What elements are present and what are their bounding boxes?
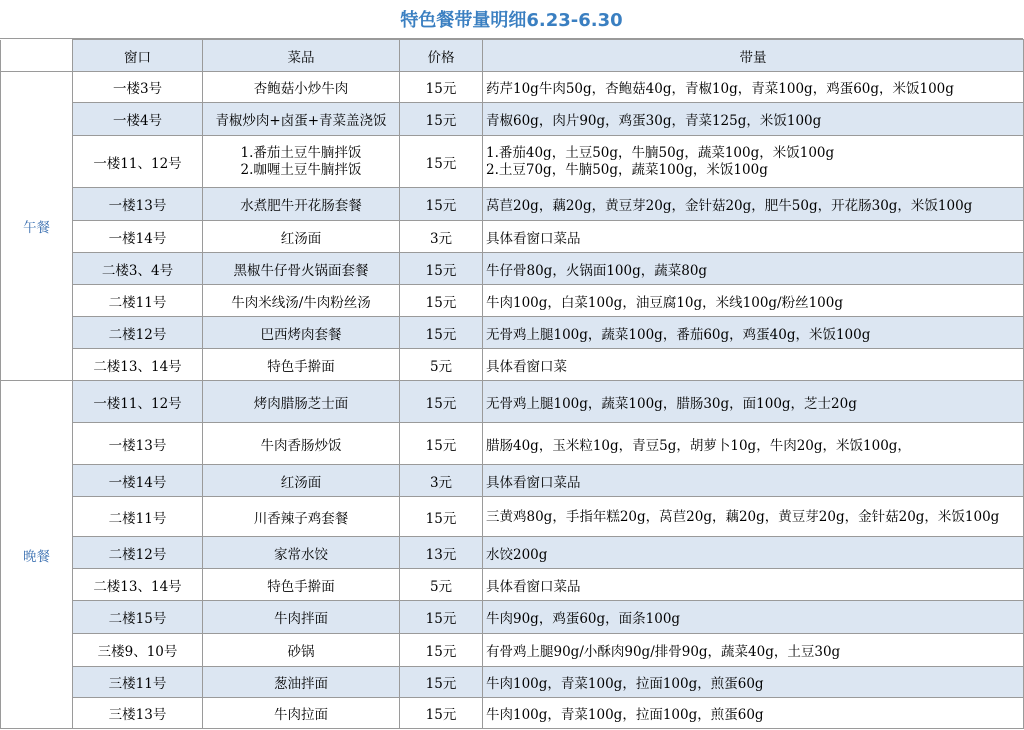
cell-window: 一楼13号 xyxy=(73,423,203,465)
table-row xyxy=(1,497,1024,537)
page-title: 特色餐带量明细6.23-6.30 xyxy=(0,0,1023,39)
table-row xyxy=(1,188,1024,221)
table-row xyxy=(1,698,1024,729)
table-row xyxy=(1,465,1024,497)
cell-price: 15元 xyxy=(400,253,483,285)
cell-window: 三楼11号 xyxy=(73,667,203,698)
cell-price: 15元 xyxy=(400,667,483,698)
header-row xyxy=(1,40,1024,72)
cell-price: 15元 xyxy=(400,72,483,103)
cell-price: 15元 xyxy=(400,381,483,423)
cell-dish: 牛肉拌面 xyxy=(203,601,400,634)
header-dish: 菜品 xyxy=(203,40,400,72)
cell-amount xyxy=(483,136,1024,188)
cell-price: 15元 xyxy=(400,698,483,729)
dish-line-2: 2.咖喱土豆牛腩拌饭 xyxy=(240,161,362,178)
table-row xyxy=(1,634,1024,667)
cell-amount: 无骨鸡上腿100g，蔬菜100g，腊肠30g，面100g，芝士20g xyxy=(483,381,1024,423)
header-window: 窗口 xyxy=(73,40,203,72)
cell-window: 二楼11号 xyxy=(73,285,203,317)
cell-dish: 黑椒牛仔骨火锅面套餐 xyxy=(203,253,400,285)
cell-price: 15元 xyxy=(400,103,483,136)
cell-amount: 具体看窗口菜 xyxy=(483,349,1024,381)
cell-dish: 水煮肥牛开花肠套餐 xyxy=(203,188,400,221)
cell-price: 3元 xyxy=(400,465,483,497)
cell-price: 5元 xyxy=(400,569,483,601)
cell-window: 二楼15号 xyxy=(73,601,203,634)
table-row xyxy=(1,381,1024,423)
meal-label-lunch: 午餐 xyxy=(1,72,73,381)
cell-window: 一楼14号 xyxy=(73,465,203,497)
table-row xyxy=(1,317,1024,349)
cell-dish: 巴西烤肉套餐 xyxy=(203,317,400,349)
cell-window: 一楼3号 xyxy=(73,72,203,103)
header-amount: 带量 xyxy=(483,40,1024,72)
cell-dish: 青椒炒肉+卤蛋+青菜盖浇饭 xyxy=(203,103,400,136)
cell-dish: 红汤面 xyxy=(203,465,400,497)
cell-window: 二楼3、4号 xyxy=(73,253,203,285)
cell-price: 15元 xyxy=(400,423,483,465)
cell-price: 15元 xyxy=(400,317,483,349)
cell-amount: 药芹10g牛肉50g，杏鲍菇40g，青椒10g，青菜100g，鸡蛋60g，米饭100g xyxy=(483,72,1024,103)
table-row xyxy=(1,569,1024,601)
cell-window: 一楼13号 xyxy=(73,188,203,221)
cell-price: 15元 xyxy=(400,497,483,537)
cell-amount: 牛肉100g，青菜100g，拉面100g，煎蛋60g xyxy=(483,667,1024,698)
cell-dish: 牛肉拉面 xyxy=(203,698,400,729)
cell-dish xyxy=(203,136,400,188)
corner-cell xyxy=(1,40,73,72)
table-row xyxy=(1,72,1024,103)
amount-line-2: 2.土豆70g，牛腩50g，蔬菜100g，米饭100g xyxy=(486,161,768,178)
cell-price: 13元 xyxy=(400,537,483,569)
cell-window: 三楼13号 xyxy=(73,698,203,729)
cell-dish: 特色手擀面 xyxy=(203,569,400,601)
table-row xyxy=(1,667,1024,698)
table-row xyxy=(1,253,1024,285)
cell-window: 一楼14号 xyxy=(73,221,203,253)
table-row xyxy=(1,601,1024,634)
cell-price: 5元 xyxy=(400,349,483,381)
cell-dish: 砂锅 xyxy=(203,634,400,667)
cell-price: 15元 xyxy=(400,188,483,221)
cell-window: 二楼11号 xyxy=(73,497,203,537)
table-row xyxy=(1,136,1024,188)
cell-amount: 三黄鸡80g，手指年糕20g，莴苣20g，藕20g，黄豆芽20g，金针菇20g，米饭100g xyxy=(483,497,1024,537)
cell-dish: 红汤面 xyxy=(203,221,400,253)
cell-amount: 有骨鸡上腿90g/小酥肉90g/排骨90g，蔬菜40g，土豆30g xyxy=(483,634,1024,667)
cell-dish: 牛肉米线汤/牛肉粉丝汤 xyxy=(203,285,400,317)
table-row xyxy=(1,285,1024,317)
cell-window: 一楼4号 xyxy=(73,103,203,136)
cell-dish: 烤肉腊肠芝士面 xyxy=(203,381,400,423)
table-row xyxy=(1,221,1024,253)
cell-amount: 腊肠40g，玉米粒10g，青豆5g，胡萝卜10g，牛肉20g，米饭100g， xyxy=(483,423,1024,465)
cell-amount: 牛肉90g，鸡蛋60g，面条100g xyxy=(483,601,1024,634)
menu-table xyxy=(0,39,1024,729)
cell-price: 3元 xyxy=(400,221,483,253)
cell-price: 15元 xyxy=(400,285,483,317)
cell-window: 一楼11、12号 xyxy=(73,381,203,423)
cell-amount: 具体看窗口菜品 xyxy=(483,465,1024,497)
amount-line-1: 1.番茄40g，土豆50g，牛腩50g，蔬菜100g，米饭100g xyxy=(486,144,835,161)
cell-window: 二楼13、14号 xyxy=(73,349,203,381)
cell-window: 二楼12号 xyxy=(73,317,203,349)
table-row xyxy=(1,537,1024,569)
dish-line-1: 1.番茄土豆牛腩拌饭 xyxy=(240,144,362,161)
cell-amount: 牛肉100g，青菜100g，拉面100g，煎蛋60g xyxy=(483,698,1024,729)
cell-dish: 家常水饺 xyxy=(203,537,400,569)
cell-window: 一楼11、12号 xyxy=(73,136,203,188)
cell-amount: 具体看窗口菜品 xyxy=(483,221,1024,253)
cell-amount: 青椒60g，肉片90g，鸡蛋30g，青菜125g，米饭100g xyxy=(483,103,1024,136)
cell-amount: 牛仔骨80g，火锅面100g，蔬菜80g xyxy=(483,253,1024,285)
cell-dish: 川香辣子鸡套餐 xyxy=(203,497,400,537)
cell-dish: 葱油拌面 xyxy=(203,667,400,698)
cell-window: 二楼13、14号 xyxy=(73,569,203,601)
cell-amount: 牛肉100g，白菜100g，油豆腐10g，米线100g/粉丝100g xyxy=(483,285,1024,317)
cell-dish: 杏鲍菇小炒牛肉 xyxy=(203,72,400,103)
cell-price: 15元 xyxy=(400,136,483,188)
cell-amount: 水饺200g xyxy=(483,537,1024,569)
table-row xyxy=(1,423,1024,465)
cell-window: 二楼12号 xyxy=(73,537,203,569)
cell-window: 三楼9、10号 xyxy=(73,634,203,667)
cell-amount: 无骨鸡上腿100g，蔬菜100g，番茄60g，鸡蛋40g，米饭100g xyxy=(483,317,1024,349)
cell-price: 15元 xyxy=(400,634,483,667)
cell-amount: 具体看窗口菜品 xyxy=(483,569,1024,601)
meal-label-dinner: 晚餐 xyxy=(1,381,73,729)
table-row xyxy=(1,103,1024,136)
cell-dish: 特色手擀面 xyxy=(203,349,400,381)
cell-price: 15元 xyxy=(400,601,483,634)
header-price: 价格 xyxy=(400,40,483,72)
table-row xyxy=(1,349,1024,381)
cell-dish: 牛肉香肠炒饭 xyxy=(203,423,400,465)
cell-amount: 莴苣20g，藕20g，黄豆芽20g，金针菇20g，肥牛50g，开花肠30g，米饭100g xyxy=(483,188,1024,221)
